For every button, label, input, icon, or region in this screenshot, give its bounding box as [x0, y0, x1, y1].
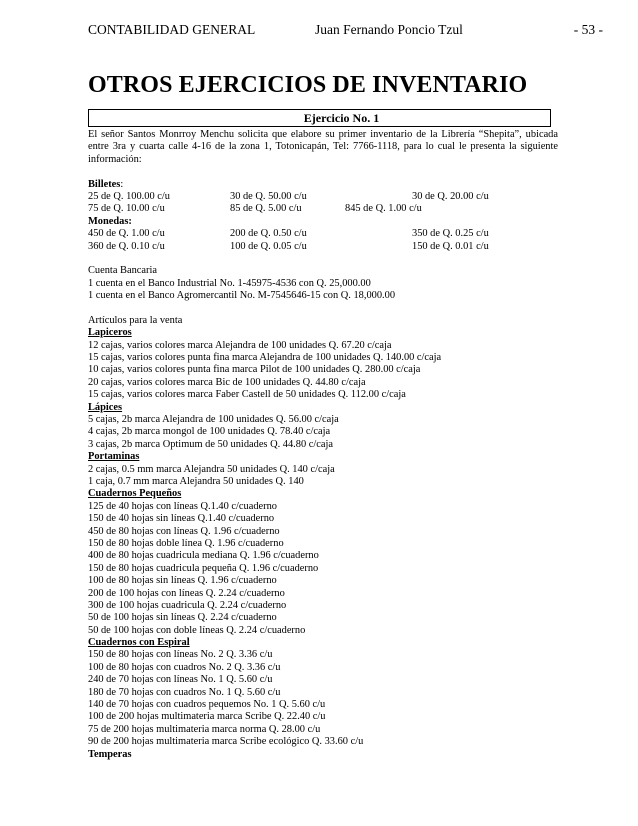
monedas-heading: Monedas:	[88, 215, 132, 227]
page-header	[88, 22, 603, 38]
cuenta-line: 1 cuenta en el Banco Industrial No. 1-45975-4536 con Q. 25,000.00	[88, 277, 371, 289]
list-item: 2 cajas, 0.5 mm marca Alejandra 50 unidades Q. 140 c/caja	[88, 463, 335, 475]
list-item: 400 de 80 hojas cuadricula mediana Q. 1.96 c/cuaderno	[88, 550, 319, 562]
list-item: 100 de 200 hojas multimateria marca Scribe Q. 22.40 c/u	[88, 711, 326, 723]
monedas-row: 450 de Q. 1.00 c/u 200 de Q. 0.50 c/u 350 de Q. 0.25 c/u	[88, 228, 489, 240]
cuenta-line: 1 cuenta en el Banco Agromercantil No. M-7545646-15 con Q. 18,000.00	[88, 290, 396, 302]
list-item: 5 cajas, 2b marca Alejandra de 100 unidades Q. 56.00 c/caja	[88, 414, 339, 426]
list-item: 50 de 100 hojas con doble líneas Q. 2.24 c/cuaderno	[88, 624, 306, 636]
section-heading-lapiceros: Lapiceros	[88, 327, 132, 339]
billetes-heading: Billetes:	[88, 178, 124, 190]
articulos-heading: Artículos para la venta	[88, 314, 183, 326]
exercise-label: Ejercicio No. 1	[303, 111, 380, 125]
section-heading-portaminas: Portaminas	[88, 451, 140, 463]
list-item: 100 de 80 hojas con cuadros No. 2 Q. 3.36 c/u	[88, 661, 281, 673]
monedas-row: 360 de Q. 0.10 c/u 100 de Q. 0.05 c/u 150 de Q. 0.01 c/u	[88, 240, 489, 252]
list-item: 150 de 80 hojas con líneas No. 2 Q. 3.36 c/u	[88, 649, 273, 661]
list-item: 10 cajas, varios colores punta fina marca Pilot de 100 unidades Q. 280.00 c/caja	[88, 364, 421, 376]
list-item: 90 de 200 hojas multimateria marca Scribe ecológico Q. 33.60 c/u	[88, 736, 364, 748]
list-item: 180 de 70 hojas con cuadros No. 1 Q. 5.60 c/u	[88, 686, 281, 698]
section-heading-cuadernos-espiral: Cuadernos con Espiral	[88, 637, 190, 649]
list-item: 12 cajas, varios colores marca Alejandra de 100 unidades Q. 67.20 c/caja	[88, 339, 392, 351]
list-item: 3 cajas, 2b marca Optimum de 50 unidades Q. 44.80 c/caja	[88, 438, 333, 450]
list-item: 50 de 100 hojas sin líneas Q. 2.24 c/cuaderno	[88, 612, 277, 624]
page-title: OTROS EJERCICIOS DE INVENTARIO	[88, 72, 528, 98]
list-item: 200 de 100 hojas con líneas Q. 2.24 c/cuaderno	[88, 587, 285, 599]
list-item: 1 caja, 0.7 mm marca Alejandra 50 unidades Q. 140	[88, 475, 304, 487]
list-item: 450 de 80 hojas con líneas Q. 1.96 c/cuaderno	[88, 525, 280, 537]
intro-paragraph: El señor Santos Monrroy Menchu solicita que elabore su primer inventario de la Librería “Shepita”, ubicada entre 3ra y cuarta calle 4-16 de la zona 1, Totonicapán, Tel: 7766-1118, para lo cual le presenta la siguiente información:	[88, 129, 558, 165]
list-item: 240 de 70 hojas con líneas No. 1 Q. 5.60 c/u	[88, 674, 273, 686]
billetes-row: 25 de Q. 100.00 c/u 30 de Q. 50.00 c/u 30 de Q. 20.00 c/u	[88, 191, 489, 202]
list-item: 125 de 40 hojas con líneas Q.1.40 c/cuaderno	[88, 500, 277, 512]
list-item: 300 de 100 hojas cuadricula Q. 2.24 c/cuaderno	[88, 599, 287, 611]
cuenta-heading: Cuenta Bancaria	[88, 265, 157, 277]
temperas-heading: Temperas	[88, 748, 132, 760]
list-item: 75 de 200 hojas multimateria marca norma Q. 28.00 c/u	[88, 723, 321, 735]
section-heading-lapices: Lápices	[88, 401, 123, 413]
billetes-row: 75 de Q. 10.00 c/u 85 de Q. 5.00 c/u 845 de Q. 1.00 c/u	[88, 203, 422, 215]
section-heading-cuadernos-pequenos: Cuadernos Pequeños	[88, 488, 182, 500]
list-item: 100 de 80 hojas sin líneas Q. 1.96 c/cuaderno	[88, 575, 277, 587]
list-item: 4 cajas, 2b marca mongol de 100 unidades Q. 78.40 c/caja	[88, 426, 331, 438]
header-author: Juan Fernando Poncio Tzul	[315, 22, 463, 37]
list-item: 15 cajas, varios colores punta fina marca Alejandra de 100 unidades Q. 140.00 c/caja	[88, 352, 442, 364]
list-item: 150 de 80 hojas cuadricula pequeña Q. 1.96 c/cuaderno	[88, 562, 319, 574]
list-item: 15 cajas, varios colores marca Faber Castell de 50 unidades Q. 112.00 c/caja	[88, 389, 406, 401]
header-course-title: CONTABILIDAD GENERAL	[88, 22, 256, 37]
document-body	[88, 129, 558, 761]
list-item: 140 de 70 hojas con cuadros pequemos No. 1 Q. 5.60 c/u	[88, 699, 326, 711]
list-item: 150 de 40 hojas sin líneas Q.1.40 c/cuaderno	[88, 513, 275, 525]
list-item: 150 de 80 hojas doble línea Q. 1.96 c/cuaderno	[88, 537, 284, 549]
list-item: 20 cajas, varios colores marca Bic de 100 unidades Q. 44.80 c/caja	[88, 376, 366, 388]
exercise-box	[88, 109, 551, 127]
page-number: - 53 -	[573, 22, 603, 37]
